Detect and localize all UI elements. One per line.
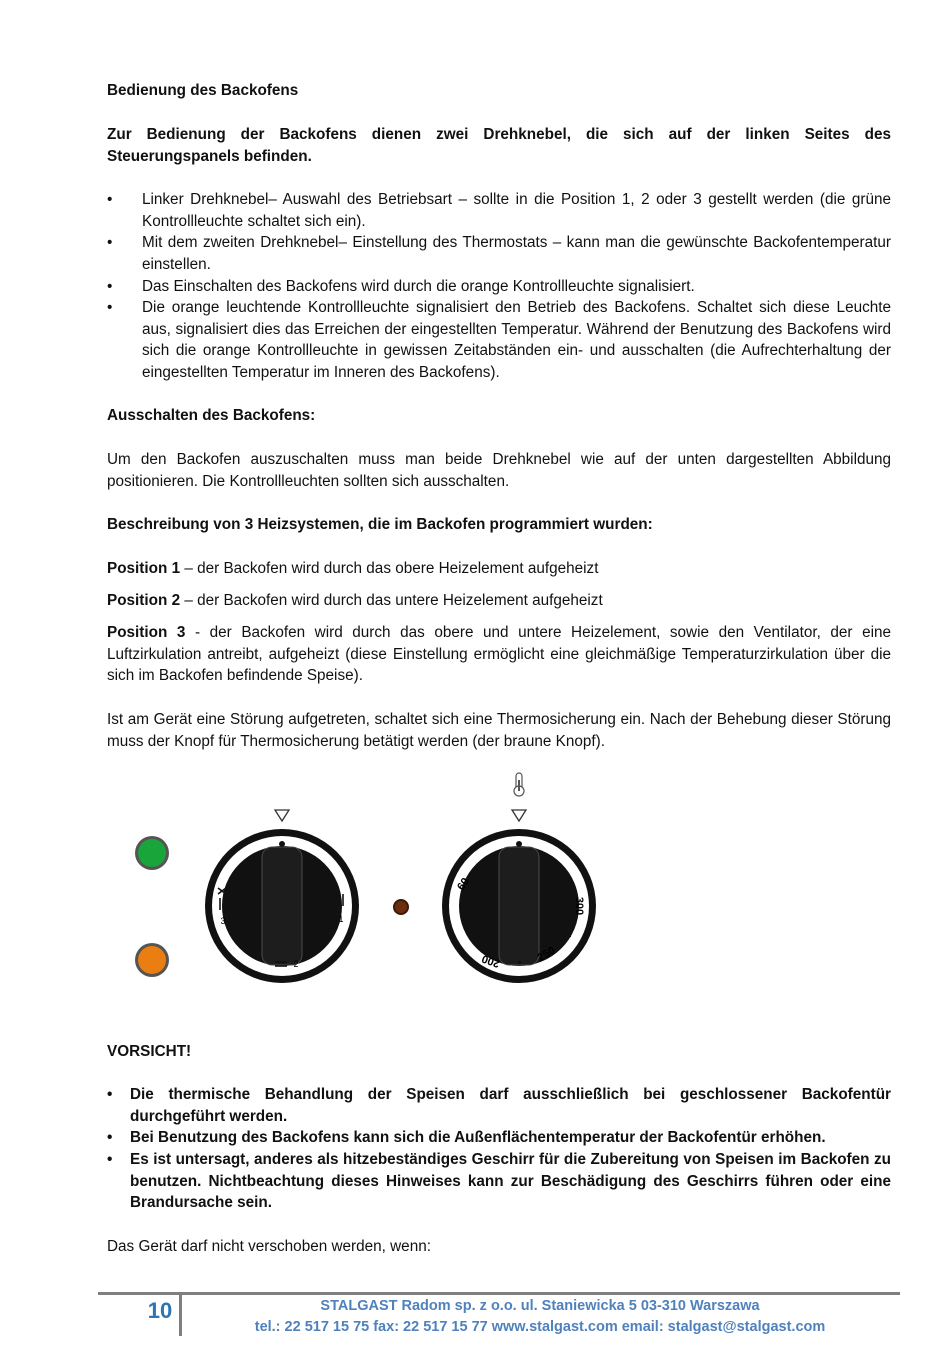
position-2-label: Position 2 (107, 592, 181, 609)
list-item (107, 1149, 891, 1214)
orange-lamp-icon (138, 946, 166, 974)
position-3-label: Position 3 (107, 624, 186, 641)
list-item (107, 232, 891, 275)
paragraph-thermosicherung: Ist am Gerät eine Störung aufgetreten, schaltet sich eine Thermosicherung ein. Nach der Behebung dieser Störung muss der Knopf für Thermosicherung betätigt werden (der braune Knopf). (107, 711, 891, 750)
bullet-dot: • (107, 278, 113, 295)
thermostat-tick (464, 908, 467, 911)
position-1-text: – der Backofen wird durch das obere Heizelement aufgeheizt (180, 560, 599, 577)
list-item (107, 297, 891, 384)
position-2-paragraph (107, 590, 891, 612)
green-lamp-icon (138, 839, 166, 867)
list-item-text: Linker Drehknebel– Auswahl des Betriebsart – sollte in die Position 1, 2 oder 3 gestellt werden (die grüne Kontrollleuchte schaltet sich ein). (142, 191, 891, 230)
position-3-text: - der Backofen wird durch das obere und untere Heizelement, sowie den Ventilator, der eine Luftzirkulation antreibt, aufgeheizt (diese Einstellung ermöglicht eine gleichmäßige Temperaturzirkulation über die sich im Backofen befindende Speise). (107, 624, 892, 685)
paragraph-ausschalten: Um den Backofen auszuschalten muss man beide Drehknebel wie auf der unten dargestellten Abbildung positionieren. Die Kontrollleuchten sollten sich ausschalten. (107, 451, 891, 490)
thermostat-label-250: 250 (535, 944, 558, 965)
thermostat-knob[interactable] (442, 773, 596, 983)
thermostat-label-60: 60 (455, 875, 472, 893)
bullet-dot: • (107, 1151, 113, 1168)
mode-knob[interactable] (205, 810, 359, 983)
thermostat-tick (518, 961, 521, 964)
closing-line: Das Gerät darf nicht verschoben werden, wenn: (107, 1238, 431, 1255)
footer-contact (190, 1296, 890, 1338)
footer-address: STALGAST Radom sp. z o.o. ul. Staniewicka 5 03-310 Warszawa (320, 1298, 760, 1314)
bullet-dot: • (107, 299, 113, 316)
heading-ausschalten: Ausschalten des Backofens: (107, 407, 316, 424)
position-1-label: Position 1 (107, 560, 181, 577)
list-item-text: Das Einschalten des Backofens wird durch die orange Kontrollleuchte signalisiert. (142, 278, 695, 295)
footer-phone-web-email: tel.: 22 517 15 75 fax: 22 517 15 77 www.stalgast.com email: stalgast@stalgast.com (254, 1319, 826, 1335)
list-item (107, 276, 891, 298)
list-item (107, 189, 891, 232)
thermostat-knob-pointer-icon (512, 810, 526, 821)
intro-line-2: Steuerungspanels befinden. (107, 148, 312, 165)
bullet-dot: • (107, 1129, 113, 1146)
bullet-dot: • (107, 191, 113, 208)
thermostat-tick (568, 934, 571, 937)
mode-knob-grip (262, 847, 302, 965)
list-item-text: Die thermische Behandlung der Speisen darf ausschließlich bei geschlossener Backofentür durchgeführt werden. (130, 1086, 891, 1125)
list-item-text: Bei Benutzung des Backofens kann sich die Außenflächentemperatur der Backofentür erhöhen. (130, 1129, 826, 1146)
mode-knob-pointer-icon (275, 810, 289, 821)
thermometer-icon (514, 773, 524, 796)
thermostat-knob-off-dot (516, 841, 522, 847)
list-item (107, 1084, 891, 1127)
mode-knob-off-dot (279, 841, 285, 847)
mode-knob-label-1: 1 (338, 914, 344, 924)
position-2-text: – der Backofen wird durch das untere Heizelement aufgeheizt (180, 592, 603, 609)
position-1-paragraph (107, 558, 891, 580)
heading-heizsysteme: Beschreibung von 3 Heizsystemen, die im Backofen programmiert wurden: (107, 516, 653, 533)
control-panel-illustration (120, 760, 620, 990)
list-item (107, 1127, 891, 1149)
intro-line-1: Zur Bedienung der Backofens dienen zwei Drehknebel, die sich auf der linken Seites des (107, 126, 891, 143)
position-3-paragraph (107, 622, 891, 687)
heading-vorsicht: VORSICHT! (107, 1043, 192, 1060)
list-item-text: Die orange leuchtende Kontrollleuchte signalisiert den Betrieb des Backofens. Schaltet sich diese Leuchte aus, signalisiert dies das Erreichen der eingestellten Temperatur. Während der Benutzung des Backofens wird sich die orange Kontrollleuchte in gewissen Zeitabständen ein- und ausschalten (die Aufrechterhaltung der eingestellten Temperatur im Inneren des Backofens). (142, 299, 891, 382)
thermostat-tick (472, 932, 475, 935)
list-item-text: Mit dem zweiten Drehknebel– Einstellung des Thermostats – kann man die gewünschte Backofentemperatur einstellen. (142, 234, 891, 273)
thermostat-label-300: 300 (573, 896, 585, 916)
list-item-text: Es ist untersagt, anderes als hitzebeständiges Geschirr für die Zubereitung von Speisen im Backofen zu benutzen. Nichtbeachtung dieses Hinweises kann zur Beschädigung des Geschirrs führen oder eine Brandursache sein. (130, 1151, 891, 1212)
mode-knob-label-3: 3 (220, 916, 226, 926)
thermostat-knob-grip (499, 847, 539, 965)
heading-bedienung: Bedienung des Backofens (107, 82, 299, 99)
thermostat-label-200: 200 (480, 952, 502, 970)
thermal-fuse-button[interactable] (395, 901, 407, 913)
bullet-dot: • (107, 234, 113, 251)
footer-divider (98, 1292, 900, 1295)
page-number: 10 (147, 1298, 173, 1323)
bullet-dot: • (107, 1086, 113, 1103)
mode-knob-label-2: 2 (293, 959, 299, 969)
